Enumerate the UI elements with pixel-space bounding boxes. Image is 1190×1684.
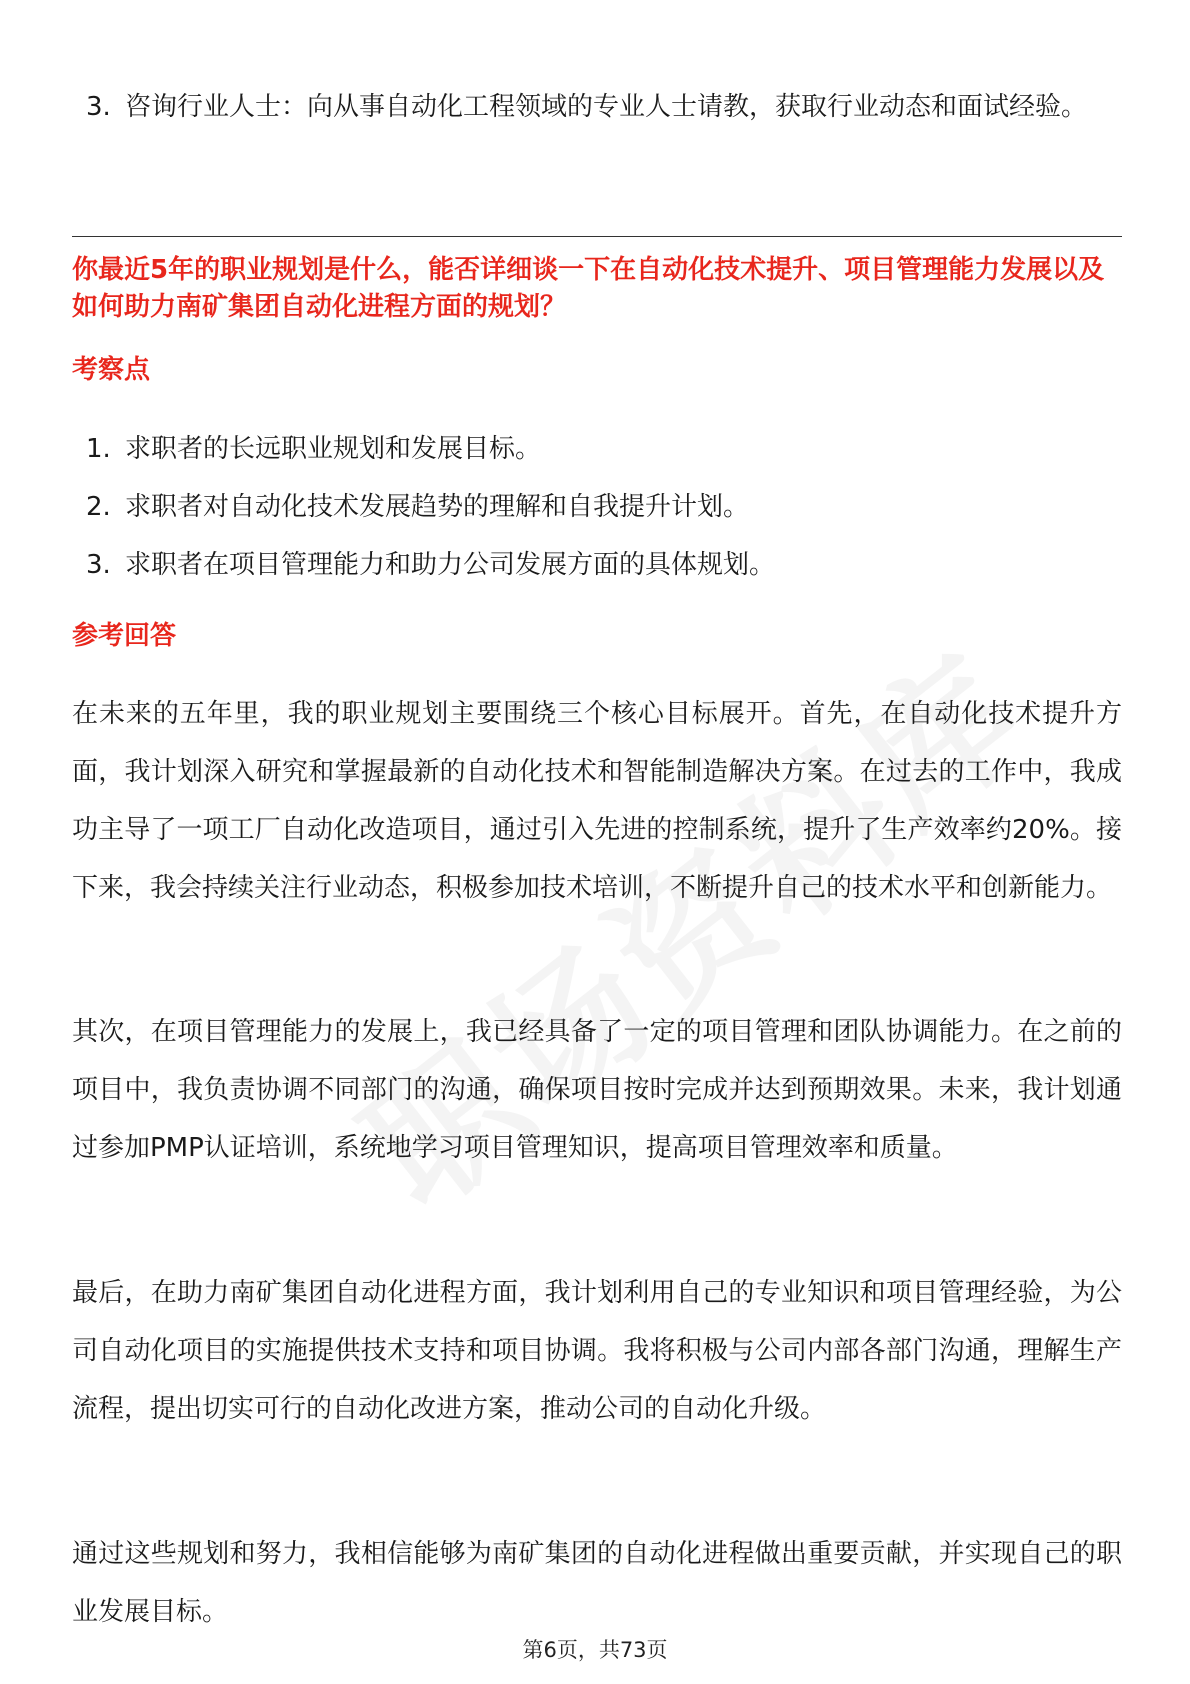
list-item-number: 3.: [86, 550, 111, 580]
list-item-number: 2.: [86, 492, 111, 522]
list-item: [80, 478, 1120, 536]
list-item-text: 求职者对自动化技术发展趋势的理解和自我提升计划。: [125, 492, 750, 522]
list-item-carryover: [80, 78, 1120, 136]
kaochadian-heading: 考察点: [72, 355, 151, 385]
list-item-text: 求职者的长远职业规划和发展目标。: [125, 434, 542, 464]
page-number-footer: 第6页，共73页: [522, 1638, 668, 1662]
list-item: [80, 420, 1120, 478]
answer-paragraph: 最后，在助力南矿集团自动化进程方面，我计划利用自己的专业知识和项目管理经验，为公司自动化项目的实施提供技术支持和项目协调。我将积极与公司内部各部门沟通，理解生产流程，提出切实可行的自动化改进方案，推动公司的自动化升级。: [72, 1278, 1122, 1424]
question-heading: 你最近5年的职业规划是什么，能否详细谈一下在自动化技术提升、项目管理能力发展以及如何助力南矿集团自动化进程方面的规划？: [72, 255, 1105, 322]
list-item: [80, 536, 1120, 594]
cankao-heading: 参考回答: [72, 621, 177, 651]
kaochadian-list: [80, 420, 1120, 594]
answer-paragraph: 在未来的五年里，我的职业规划主要围绕三个核心目标展开。首先，在自动化技术提升方面，我计划深入研究和掌握最新的自动化技术和智能制造解决方案。在过去的工作中，我成功主导了一项工厂自动化改造项目，通过引入先进的控制系统，提升了生产效率约20%。接下来，我会持续关注行业动态，积极参加技术培训，不断提升自己的技术水平和创新能力。: [72, 699, 1122, 903]
answer-paragraph: 通过这些规划和努力，我相信能够为南矿集团的自动化进程做出重要贡献，并实现自己的职业发展目标。: [72, 1539, 1122, 1627]
answer-paragraph: 其次，在项目管理能力的发展上，我已经具备了一定的项目管理和团队协调能力。在之前的项目中，我负责协调不同部门的沟通，确保项目按时完成并达到预期效果。未来，我计划通过参加PMP认证培训，系统地学习项目管理知识，提高项目管理效率和质量。: [72, 1017, 1122, 1163]
section-divider: [72, 236, 1122, 237]
list-item-number: 1.: [86, 434, 111, 464]
list-item-text: 咨询行业人士：向从事自动化工程领域的专业人士请教，获取行业动态和面试经验。: [125, 92, 1088, 122]
list-item-number: 3.: [86, 92, 111, 122]
list-item-text: 求职者在项目管理能力和助力公司发展方面的具体规划。: [125, 550, 776, 580]
